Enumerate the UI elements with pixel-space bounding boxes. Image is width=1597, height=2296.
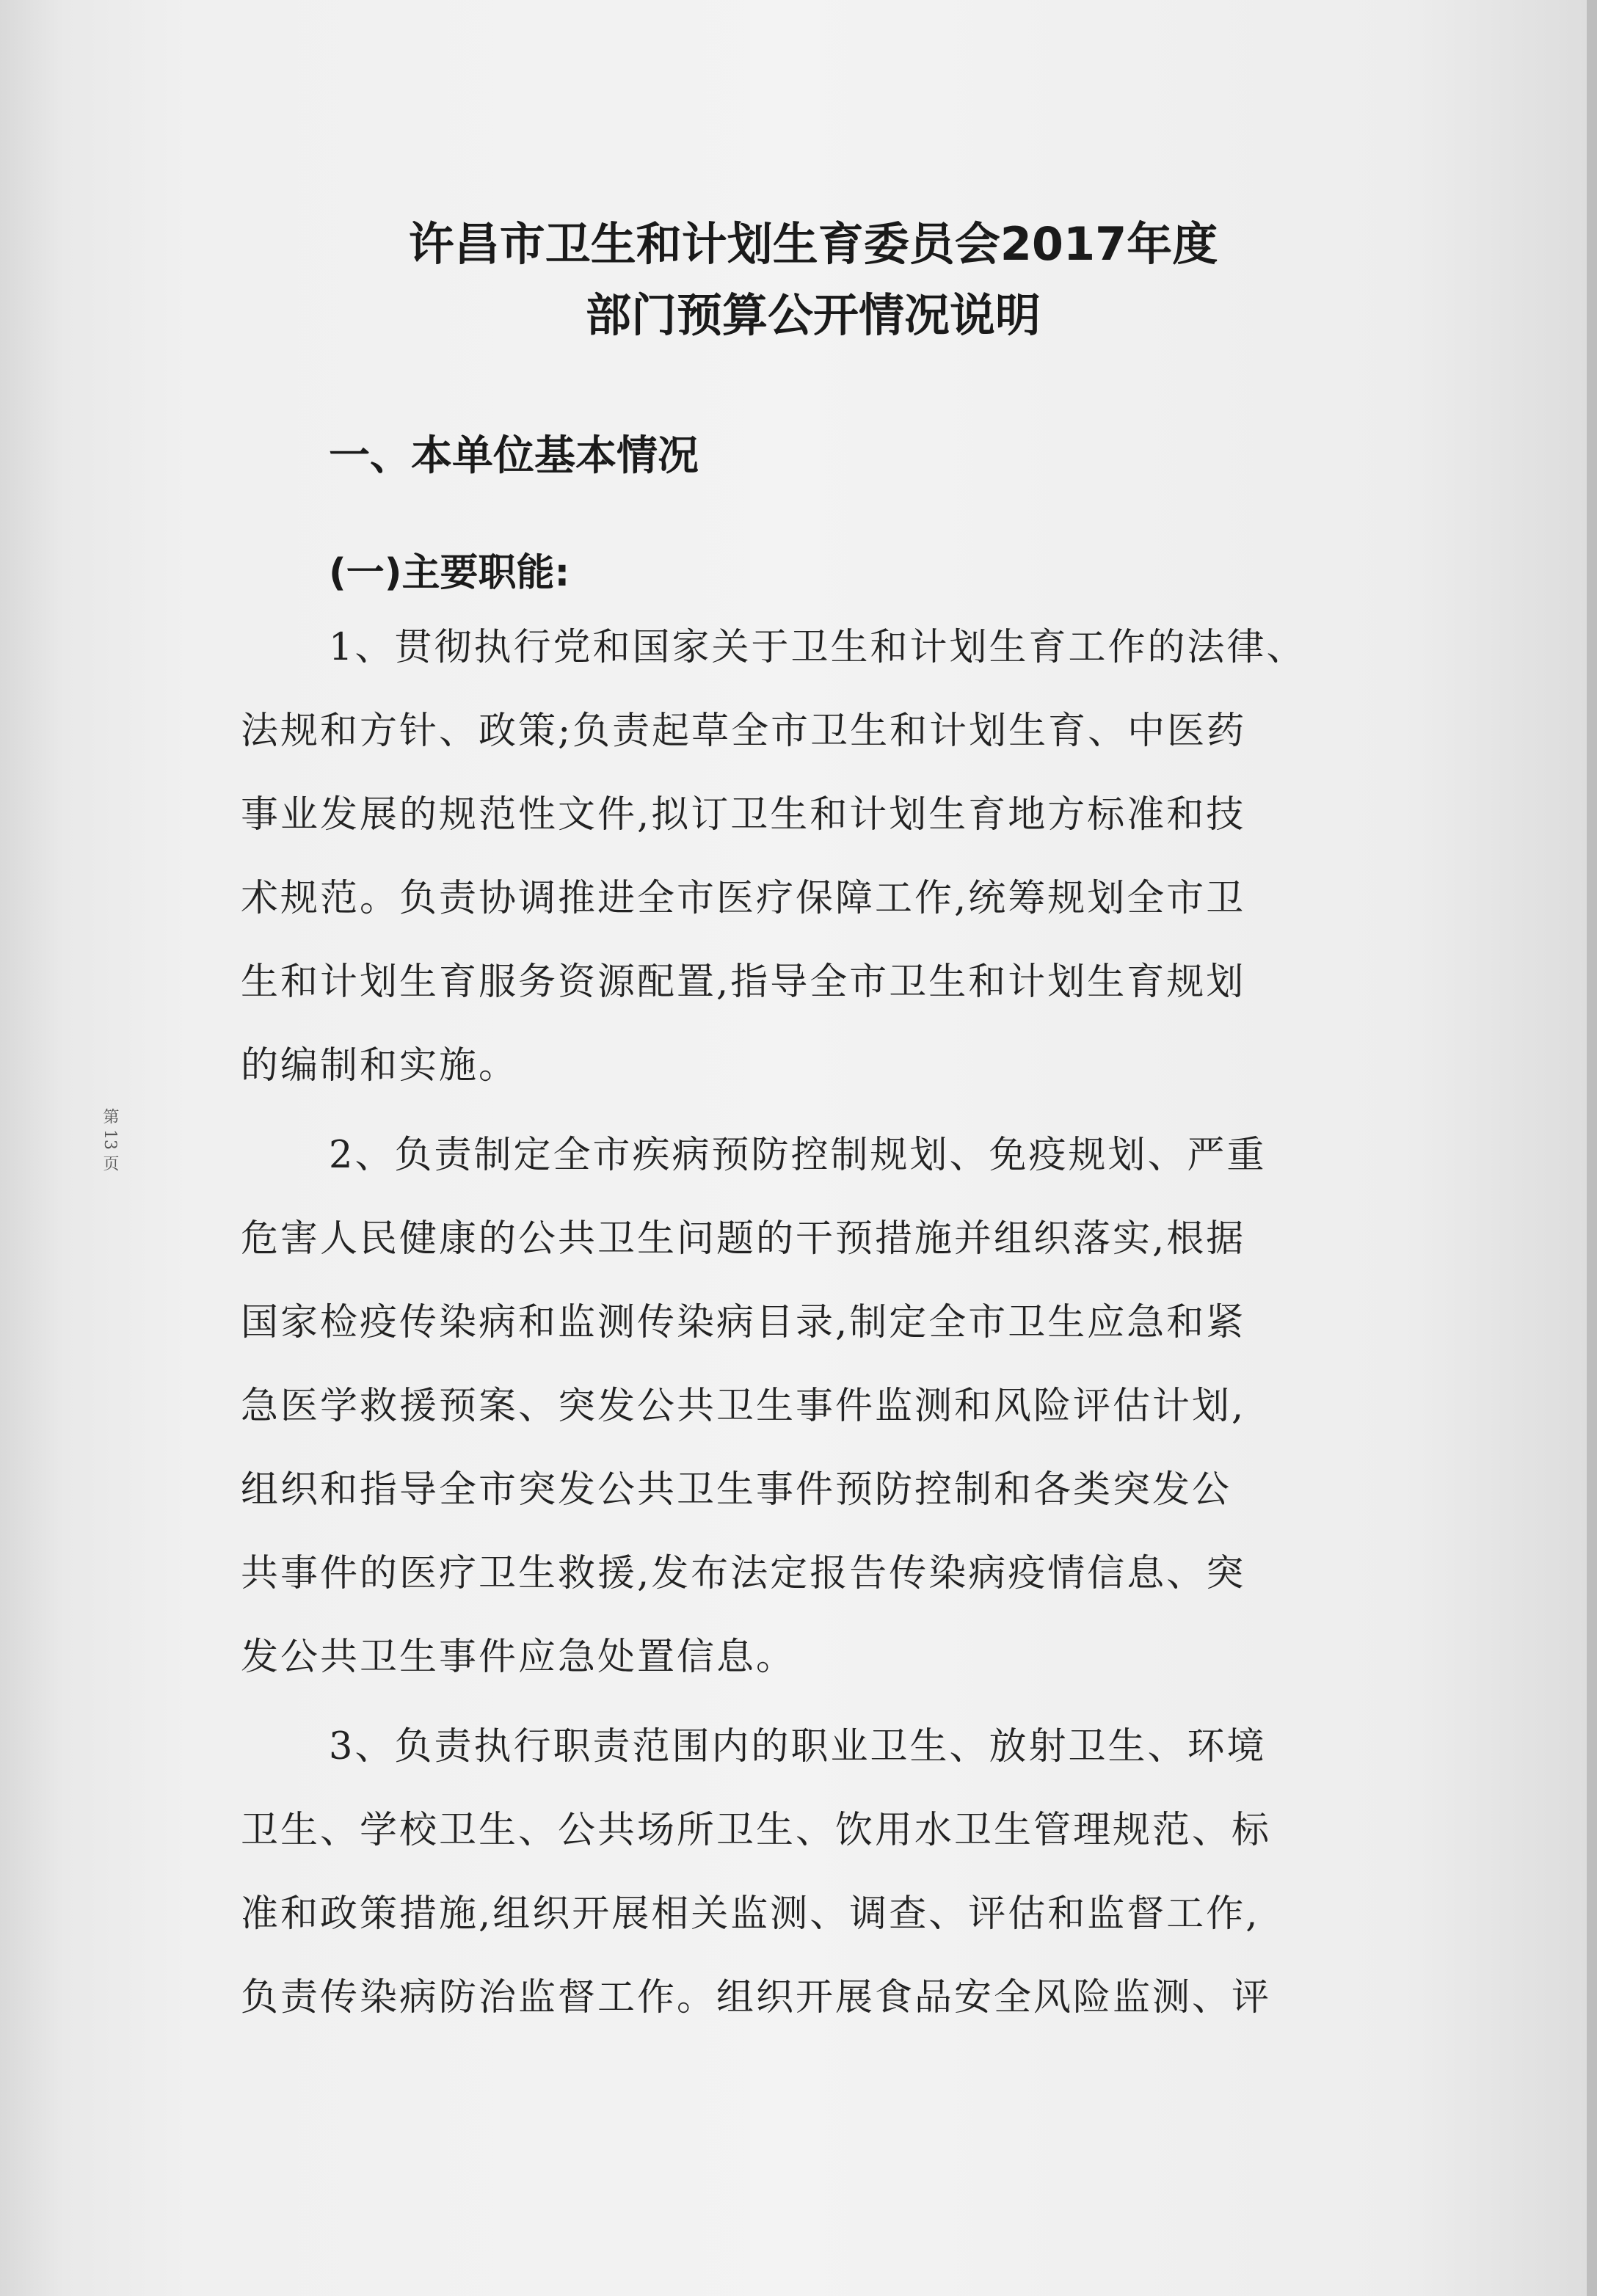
section-heading: 一、本单位基本情况 [329, 432, 699, 480]
page-edge-shadow [1587, 0, 1597, 2296]
document-title-line-1: 许昌市卫生和计划生育委员会2017年度 [408, 217, 1218, 271]
body-line: 共事件的医疗卫生救援,发布法定报告传染病疫情信息、突 [241, 1552, 1246, 1595]
subsection-heading: (一)主要职能: [329, 551, 570, 595]
body-line: 术规范。负责协调推进全市医疗保障工作,统筹规划全市卫 [241, 877, 1246, 920]
body-line: 2、负责制定全市疾病预防控制规划、免疫规划、严重 [329, 1134, 1267, 1177]
body-line: 法规和方针、政策;负责起草全市卫生和计划生育、中医药 [241, 710, 1247, 753]
body-line: 生和计划生育服务资源配置,指导全市卫生和计划生育规划 [241, 961, 1246, 1004]
page-number: 第 13 页 [101, 1108, 119, 1171]
body-line: 危害人民健康的公共卫生问题的干预措施并组织落实,根据 [241, 1217, 1246, 1261]
body-line: 1、贯彻执行党和国家关于卫生和计划生育工作的法律、 [329, 626, 1306, 669]
body-line: 事业发展的规范性文件,拟订卫生和计划生育地方标准和技 [241, 793, 1246, 837]
body-line: 国家检疫传染病和监测传染病目录,制定全市卫生应急和紧 [241, 1301, 1246, 1344]
body-line: 组织和指导全市突发公共卫生事件预防控制和各类突发公 [241, 1468, 1232, 1512]
body-line: 急医学救援预案、突发公共卫生事件监测和风险评估计划, [241, 1385, 1246, 1428]
body-line: 负责传染病防治监督工作。组织开展食品安全风险监测、评 [241, 1976, 1272, 2019]
body-line: 的编制和实施。 [241, 1044, 519, 1087]
document-title-line-2: 部门预算公开情况说明 [585, 288, 1041, 342]
body-line: 准和政策措施,组织开展相关监测、调查、评估和监督工作, [241, 1892, 1260, 1936]
body-line: 卫生、学校卫生、公共场所卫生、饮用水卫生管理规范、标 [241, 1809, 1272, 1852]
body-line: 3、负责执行职责范围内的职业卫生、放射卫生、环境 [329, 1725, 1267, 1768]
body-line: 发公共卫生事件应急处置信息。 [241, 1636, 796, 1679]
